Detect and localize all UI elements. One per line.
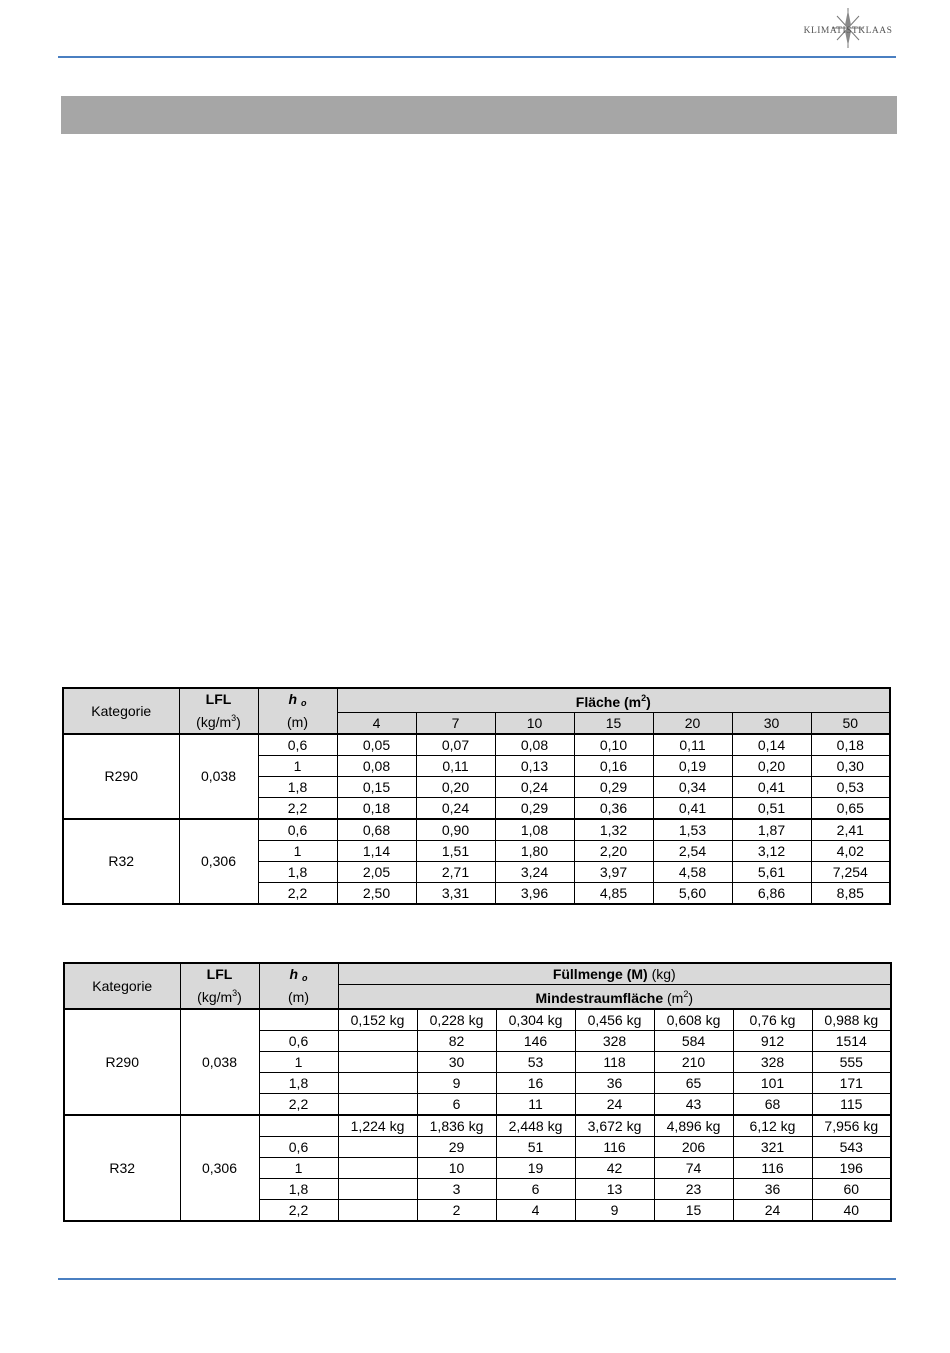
value-cell: 171 (812, 1073, 891, 1094)
value-cell: 584 (654, 1031, 733, 1052)
value-cell: 0,41 (653, 798, 732, 820)
value-cell (338, 1200, 417, 1222)
value-cell: 0,41 (732, 777, 811, 798)
value-cell: 3,97 (574, 862, 653, 883)
area-header-cell: 30 (732, 713, 811, 735)
company-logo (800, 6, 896, 50)
header-lfl-label: LFL (206, 966, 233, 982)
header-ho-label: h $_o$ (289, 966, 308, 983)
ho-cell: 1,8 (258, 862, 337, 883)
ho-cell: 1,8 (259, 1073, 338, 1094)
value-cell (338, 1094, 417, 1116)
value-cell: 0,13 (495, 756, 574, 777)
ho-cell-empty (259, 1115, 338, 1137)
ho-cell: 1 (259, 1158, 338, 1179)
logo-text: KLIMATISTKLAAS (803, 26, 893, 36)
value-cell: 0,53 (811, 777, 890, 798)
value-cell: 196 (812, 1158, 891, 1179)
value-cell: 40 (812, 1200, 891, 1222)
lfl-cell: 0,306 (179, 819, 258, 904)
header-flaeche: Fläche $(m^2)$ (337, 688, 890, 713)
header-rule (58, 56, 896, 58)
value-cell: 23 (654, 1179, 733, 1200)
value-cell: 1,08 (495, 819, 574, 841)
value-cell: 0,18 (337, 798, 416, 820)
value-cell: 555 (812, 1052, 891, 1073)
value-cell: 0,05 (337, 734, 416, 756)
value-cell: 9 (575, 1200, 654, 1222)
value-cell: 118 (575, 1052, 654, 1073)
category-cell: R290 (64, 1009, 180, 1115)
mass-cell: 6,12 kg (733, 1115, 812, 1137)
value-cell: 15 (654, 1200, 733, 1222)
table-row (63, 819, 890, 841)
value-cell: 13 (575, 1179, 654, 1200)
mass-cell: 1,224 kg (338, 1115, 417, 1137)
header-ho-unit: (m) (287, 714, 308, 730)
area-header-cell: 50 (811, 713, 890, 735)
value-cell: 0,24 (416, 798, 495, 820)
header-lfl-unit: $(kg/m^3)$ (196, 713, 241, 730)
value-cell: 24 (575, 1094, 654, 1116)
value-cell: 4,85 (574, 883, 653, 905)
mass-cell: 2,448 kg (496, 1115, 575, 1137)
value-cell: 0,68 (337, 819, 416, 841)
mass-row (64, 1115, 891, 1137)
category-cell: R32 (64, 1115, 180, 1221)
header-lfl-label: LFL (205, 691, 232, 707)
table-row (63, 734, 890, 756)
value-cell: 0,19 (653, 756, 732, 777)
value-cell: 146 (496, 1031, 575, 1052)
value-cell: 2,41 (811, 819, 890, 841)
value-cell: 0,90 (416, 819, 495, 841)
mass-cell: 1,836 kg (417, 1115, 496, 1137)
ho-cell: 0,6 (258, 819, 337, 841)
value-cell: 51 (496, 1137, 575, 1158)
area-header-cell: 7 (416, 713, 495, 735)
value-cell: 19 (496, 1158, 575, 1179)
value-cell: 0,34 (653, 777, 732, 798)
value-cell: 43 (654, 1094, 733, 1116)
value-cell: 74 (654, 1158, 733, 1179)
value-cell: 0,11 (653, 734, 732, 756)
value-cell: 3,96 (495, 883, 574, 905)
value-cell: 0,11 (416, 756, 495, 777)
area-header-cell: 20 (653, 713, 732, 735)
header-lfl-unit: $(kg/m^3)$ (197, 988, 242, 1005)
value-cell: 2 (417, 1200, 496, 1222)
header-kategorie: Kategorie (64, 963, 180, 1009)
value-cell: 0,08 (337, 756, 416, 777)
value-cell: 6,86 (732, 883, 811, 905)
mass-cell: 0,76 kg (733, 1009, 812, 1031)
ho-cell: 1 (258, 841, 337, 862)
value-cell: 1,32 (574, 819, 653, 841)
value-cell: 210 (654, 1052, 733, 1073)
value-cell: 11 (496, 1094, 575, 1116)
value-cell: 9 (417, 1073, 496, 1094)
ho-cell: 1 (259, 1052, 338, 1073)
header-fuellmenge: Füllmenge (M) (kg) (338, 963, 891, 985)
value-cell: 7,254 (811, 862, 890, 883)
header-ho-label: h $_o$ (288, 691, 307, 708)
value-cell: 0,36 (574, 798, 653, 820)
value-cell: 0,30 (811, 756, 890, 777)
value-cell: 4,58 (653, 862, 732, 883)
ho-cell: 0,6 (259, 1137, 338, 1158)
value-cell: 321 (733, 1137, 812, 1158)
value-cell: 0,15 (337, 777, 416, 798)
value-cell: 5,60 (653, 883, 732, 905)
lfl-cell: 0,038 (179, 734, 258, 819)
value-cell: 6 (417, 1094, 496, 1116)
value-cell: 101 (733, 1073, 812, 1094)
value-cell: 116 (733, 1158, 812, 1179)
value-cell: 36 (733, 1179, 812, 1200)
mass-cell: 0,228 kg (417, 1009, 496, 1031)
header-ho-unit: (m) (288, 989, 309, 1005)
value-cell: 206 (654, 1137, 733, 1158)
value-cell (338, 1073, 417, 1094)
value-cell: 3,31 (416, 883, 495, 905)
ho-cell: 2,2 (259, 1094, 338, 1116)
value-cell: 8,85 (811, 883, 890, 905)
value-cell: 82 (417, 1031, 496, 1052)
mass-cell: 4,896 kg (654, 1115, 733, 1137)
lfl-cell: 0,306 (180, 1115, 259, 1221)
value-cell: 10 (417, 1158, 496, 1179)
value-cell: 2,54 (653, 841, 732, 862)
header-lfl (179, 688, 258, 734)
value-cell: 42 (575, 1158, 654, 1179)
value-cell: 116 (575, 1137, 654, 1158)
mass-cell: 0,152 kg (338, 1009, 417, 1031)
value-cell: 0,29 (495, 798, 574, 820)
value-cell: 0,65 (811, 798, 890, 820)
mass-cell: 7,956 kg (812, 1115, 891, 1137)
ho-cell: 1 (258, 756, 337, 777)
charge-min-area-table (63, 962, 892, 1222)
category-cell: R32 (63, 819, 179, 904)
header-ho (258, 688, 337, 734)
value-cell: 1514 (812, 1031, 891, 1052)
value-cell: 1,53 (653, 819, 732, 841)
value-cell (338, 1137, 417, 1158)
value-cell: 115 (812, 1094, 891, 1116)
ho-cell: 2,2 (258, 883, 337, 905)
value-cell: 16 (496, 1073, 575, 1094)
value-cell: 3,12 (732, 841, 811, 862)
area-header-cell: 10 (495, 713, 574, 735)
value-cell: 3 (417, 1179, 496, 1200)
value-cell: 1,14 (337, 841, 416, 862)
value-cell (338, 1158, 417, 1179)
ho-cell: 0,6 (259, 1031, 338, 1052)
value-cell: 53 (496, 1052, 575, 1073)
mass-row (64, 1009, 891, 1031)
value-cell: 0,08 (495, 734, 574, 756)
value-cell: 65 (654, 1073, 733, 1094)
value-cell: 0,20 (416, 777, 495, 798)
value-cell: 4,02 (811, 841, 890, 862)
value-cell: 328 (733, 1052, 812, 1073)
value-cell: 0,20 (732, 756, 811, 777)
value-cell: 912 (733, 1031, 812, 1052)
section-heading-bar (61, 96, 897, 134)
ho-cell: 2,2 (258, 798, 337, 820)
value-cell: 5,61 (732, 862, 811, 883)
value-cell: 0,24 (495, 777, 574, 798)
value-cell: 24 (733, 1200, 812, 1222)
ho-cell: 1,8 (259, 1179, 338, 1200)
header-kategorie: Kategorie (63, 688, 179, 734)
value-cell: 60 (812, 1179, 891, 1200)
ho-cell: 1,8 (258, 777, 337, 798)
value-cell: 0,18 (811, 734, 890, 756)
value-cell (338, 1052, 417, 1073)
value-cell: 36 (575, 1073, 654, 1094)
value-cell: 0,51 (732, 798, 811, 820)
value-cell: 1,51 (416, 841, 495, 862)
ho-cell-empty (259, 1009, 338, 1031)
value-cell: 0,16 (574, 756, 653, 777)
value-cell: 2,50 (337, 883, 416, 905)
value-cell: 543 (812, 1137, 891, 1158)
value-cell: 29 (417, 1137, 496, 1158)
value-cell: 3,24 (495, 862, 574, 883)
header-mindestraumflaeche: Mindestraumfläche $(m^2)$ (338, 985, 891, 1010)
value-cell: 2,20 (574, 841, 653, 862)
value-cell: 0,29 (574, 777, 653, 798)
area-header-cell: 15 (574, 713, 653, 735)
mass-cell: 0,608 kg (654, 1009, 733, 1031)
header-ho (259, 963, 338, 1009)
ho-cell: 0,6 (258, 734, 337, 756)
value-cell: 68 (733, 1094, 812, 1116)
area-charge-table (62, 687, 891, 905)
value-cell: 1,80 (495, 841, 574, 862)
value-cell: 6 (496, 1179, 575, 1200)
category-cell: R290 (63, 734, 179, 819)
value-cell: 0,10 (574, 734, 653, 756)
value-cell: 30 (417, 1052, 496, 1073)
mass-cell: 3,672 kg (575, 1115, 654, 1137)
mass-cell: 0,988 kg (812, 1009, 891, 1031)
value-cell: 2,71 (416, 862, 495, 883)
value-cell (338, 1179, 417, 1200)
value-cell: 4 (496, 1200, 575, 1222)
value-cell (338, 1031, 417, 1052)
value-cell: 0,07 (416, 734, 495, 756)
lfl-cell: 0,038 (180, 1009, 259, 1115)
mass-cell: 0,304 kg (496, 1009, 575, 1031)
value-cell: 328 (575, 1031, 654, 1052)
value-cell: 1,87 (732, 819, 811, 841)
ho-cell: 2,2 (259, 1200, 338, 1222)
header-lfl (180, 963, 259, 1009)
value-cell: 0,14 (732, 734, 811, 756)
mass-cell: 0,456 kg (575, 1009, 654, 1031)
value-cell: 2,05 (337, 862, 416, 883)
footer-rule (58, 1278, 896, 1280)
area-header-cell: 4 (337, 713, 416, 735)
